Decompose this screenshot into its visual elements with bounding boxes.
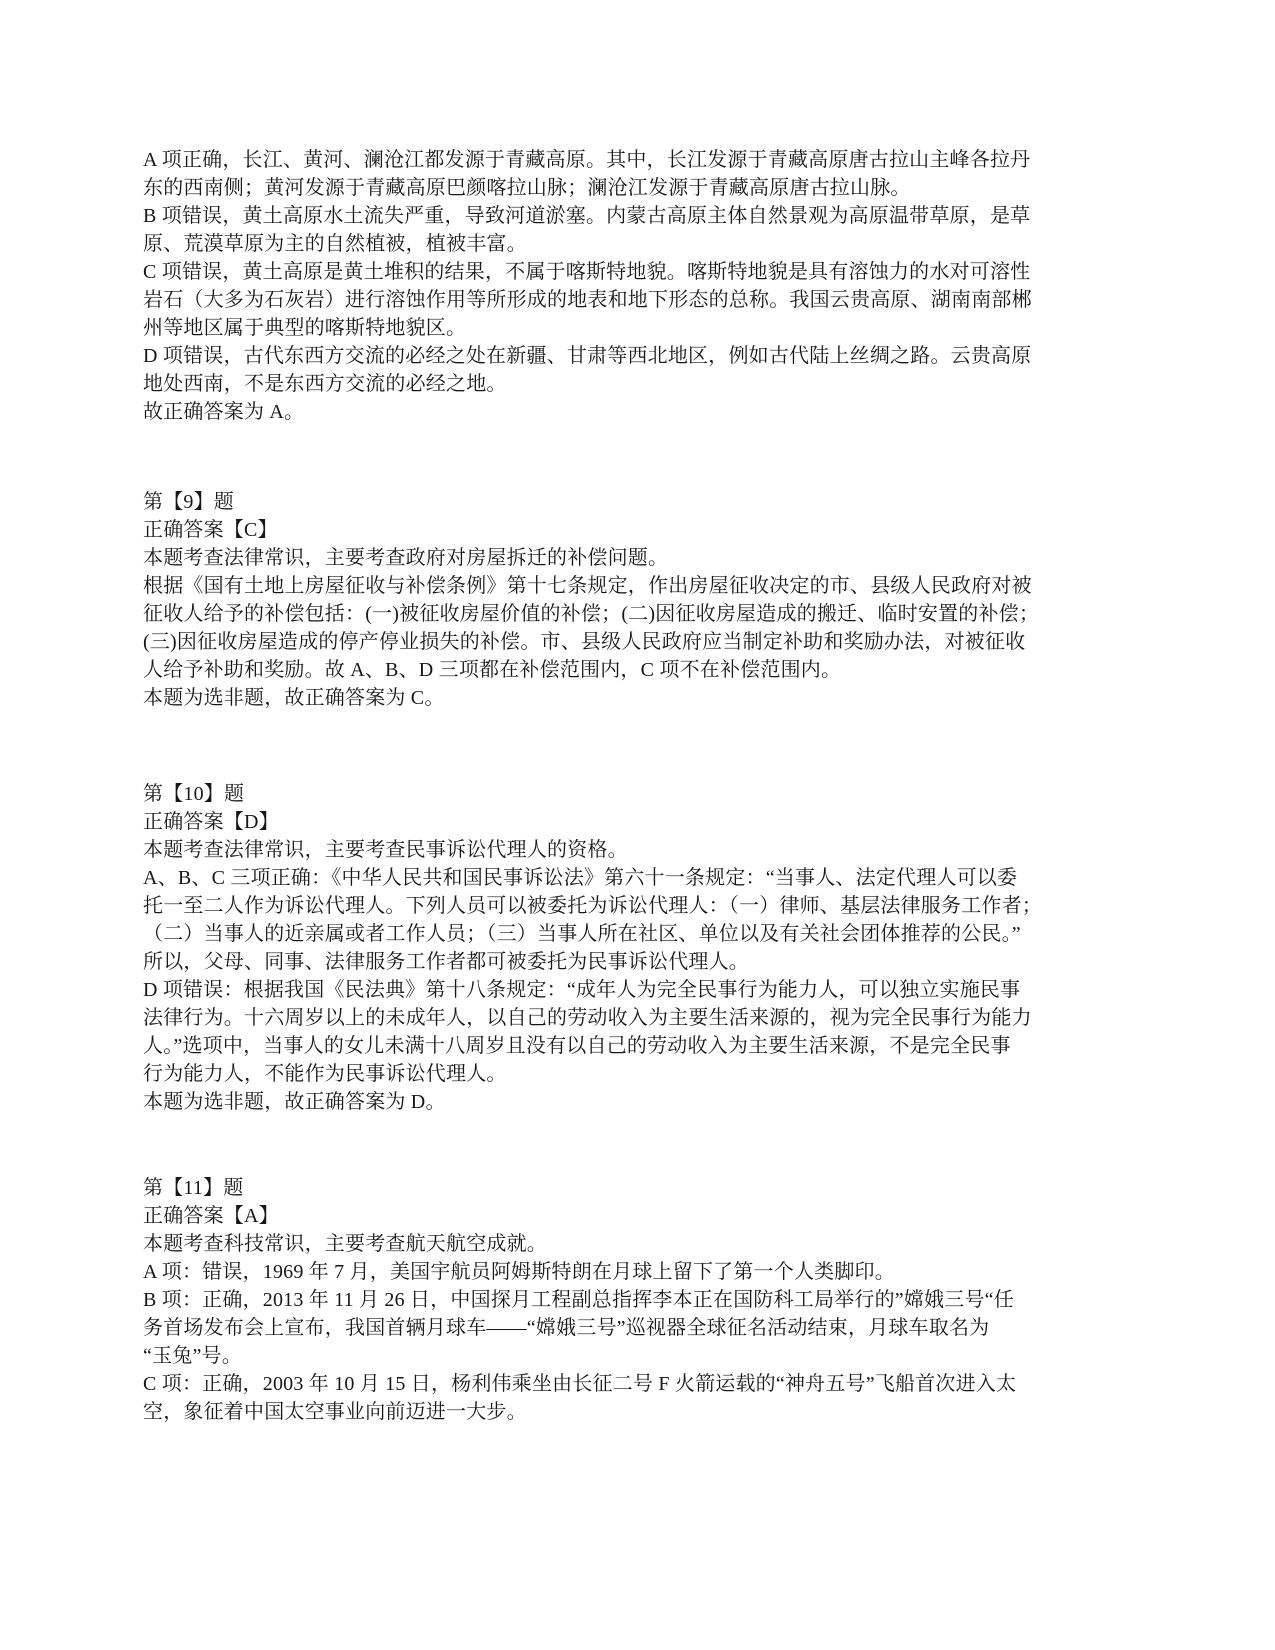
correct-answer-line: 故正确答案为 A。 <box>143 401 305 423</box>
text-line: 征收人给予的补偿包括：(一)被征收房屋价值的补偿；(二)因征收房屋造成的搬迁、临时安置的补偿； <box>143 603 1040 625</box>
text-line: （二）当事人的近亲属或者工作人员；（三）当事人所在社区、单位以及有关社会团体推荐的公民。” <box>143 923 1021 945</box>
text-line: A、B、C 三项正确：《中华人民共和国民事诉讼法》第六十一条规定：“当事人、法定代理人可以委 <box>143 867 1018 889</box>
text-line: A 项：错误，1969 年 7 月，美国宇航员阿姆斯特朗在月球上留下了第一个人类脚印。 <box>143 1261 895 1283</box>
text-line: B 项：正确，2013 年 11 月 26 日，中国探月工程副总指挥李本正在国防科工局举行的”嫦娥三号“任 <box>143 1289 1014 1311</box>
question-10-answer: 正确答案【D】 <box>143 811 279 833</box>
text-line: 空，象征着中国太空事业向前迈进一大步。 <box>143 1401 527 1423</box>
text-line: 州等地区属于典型的喀斯特地貌区。 <box>143 317 467 339</box>
text-line: 法律行为。十六周岁以上的未成年人，以自己的劳动收入为主要生活来源的，视为完全民事行为能力 <box>143 1007 1032 1029</box>
question-10-title: 第【10】题 <box>143 783 245 805</box>
question-9-title: 第【9】题 <box>143 491 234 513</box>
text-line: A 项正确，长江、黄河、澜沧江都发源于青藏高原。其中，长江发源于青藏高原唐古拉山主峰各拉丹 <box>143 149 1031 171</box>
text-line: 托一至二人作为诉讼代理人。下列人员可以被委托为诉讼代理人：（一）律师、基层法律服务工作者； <box>143 895 1042 917</box>
text-line: 人。”选项中，当事人的女儿未满十八周岁且没有以自己的劳动收入为主要生活来源，不是完全民事 <box>143 1035 1011 1057</box>
text-line: 人给予补助和奖励。故 A、B、D 三项都在补偿范围内，C 项不在补偿范围内。 <box>143 659 842 681</box>
text-line: C 项：正确，2003 年 10 月 15 日，杨利伟乘坐由长征二号 F 火箭运载的“神舟五号”飞船首次进入太 <box>143 1373 1017 1395</box>
text-line: 根据《国有土地上房屋征收与补偿条例》第十七条规定，作出房屋征收决定的市、县级人民政府对被 <box>143 575 1032 597</box>
text-line: 东的西南侧；黄河发源于青藏高原巴颜喀拉山脉；澜沧江发源于青藏高原唐古拉山脉。 <box>143 177 911 199</box>
text-line: 本题考查法律常识，主要考查政府对房屋拆迁的补偿问题。 <box>143 547 669 569</box>
correct-answer-line: 本题为选非题，故正确答案为 C。 <box>143 687 445 709</box>
text-line: 本题考查科技常识，主要考查航天航空成就。 <box>143 1233 547 1255</box>
text-line: D 项错误，古代东西方交流的必经之处在新疆、甘肃等西北地区，例如古代陆上丝绸之路。云贵高原 <box>143 345 1032 367</box>
question-8-analysis-block <box>143 146 1093 426</box>
text-line: C 项错误，黄土高原是黄土堆积的结果，不属于喀斯特地貌。喀斯特地貌是具有溶蚀力的水对可溶性 <box>143 261 1031 283</box>
question-11-analysis-block <box>143 1174 1093 1426</box>
question-10-analysis-block <box>143 780 1093 1116</box>
question-9-analysis-block <box>143 488 1093 712</box>
text-line: “玉兔”号。 <box>143 1345 242 1367</box>
text-line: 原、荒漠草原为主的自然植被，植被丰富。 <box>143 233 527 255</box>
text-line: 本题考查法律常识，主要考查民事诉讼代理人的资格。 <box>143 839 628 861</box>
text-line: B 项错误，黄土高原水土流失严重，导致河道淤塞。内蒙古高原主体自然景观为高原温带草原，是草 <box>143 205 1031 227</box>
correct-answer-line: 本题为选非题，故正确答案为 D。 <box>143 1091 446 1113</box>
text-line: 务首场发布会上宣布，我国首辆月球车——“嫦娥三号”巡视器全球征名活动结束，月球车取名为 <box>143 1317 990 1339</box>
text-line: (三)因征收房屋造成的停产停业损失的补偿。市、县级人民政府应当制定补助和奖励办法，对被征收 <box>143 631 1026 653</box>
answer-explanations-document <box>143 146 1093 1426</box>
text-line: 行为能力人，不能作为民事诉讼代理人。 <box>143 1063 507 1085</box>
text-line: 地处西南，不是东西方交流的必经之地。 <box>143 373 507 395</box>
text-line: 岩石（大多为石灰岩）进行溶蚀作用等所形成的地表和地下形态的总称。我国云贵高原、湖南南部郴 <box>143 289 1032 311</box>
question-11-title: 第【11】题 <box>143 1177 244 1199</box>
question-11-answer: 正确答案【A】 <box>143 1205 279 1227</box>
question-9-answer: 正确答案【C】 <box>143 519 278 541</box>
text-line: D 项错误：根据我国《民法典》第十八条规定：“成年人为完全民事行为能力人，可以独立实施民事 <box>143 979 1021 1001</box>
text-line: 所以，父母、同事、法律服务工作者都可被委托为民事诉讼代理人。 <box>143 951 749 973</box>
